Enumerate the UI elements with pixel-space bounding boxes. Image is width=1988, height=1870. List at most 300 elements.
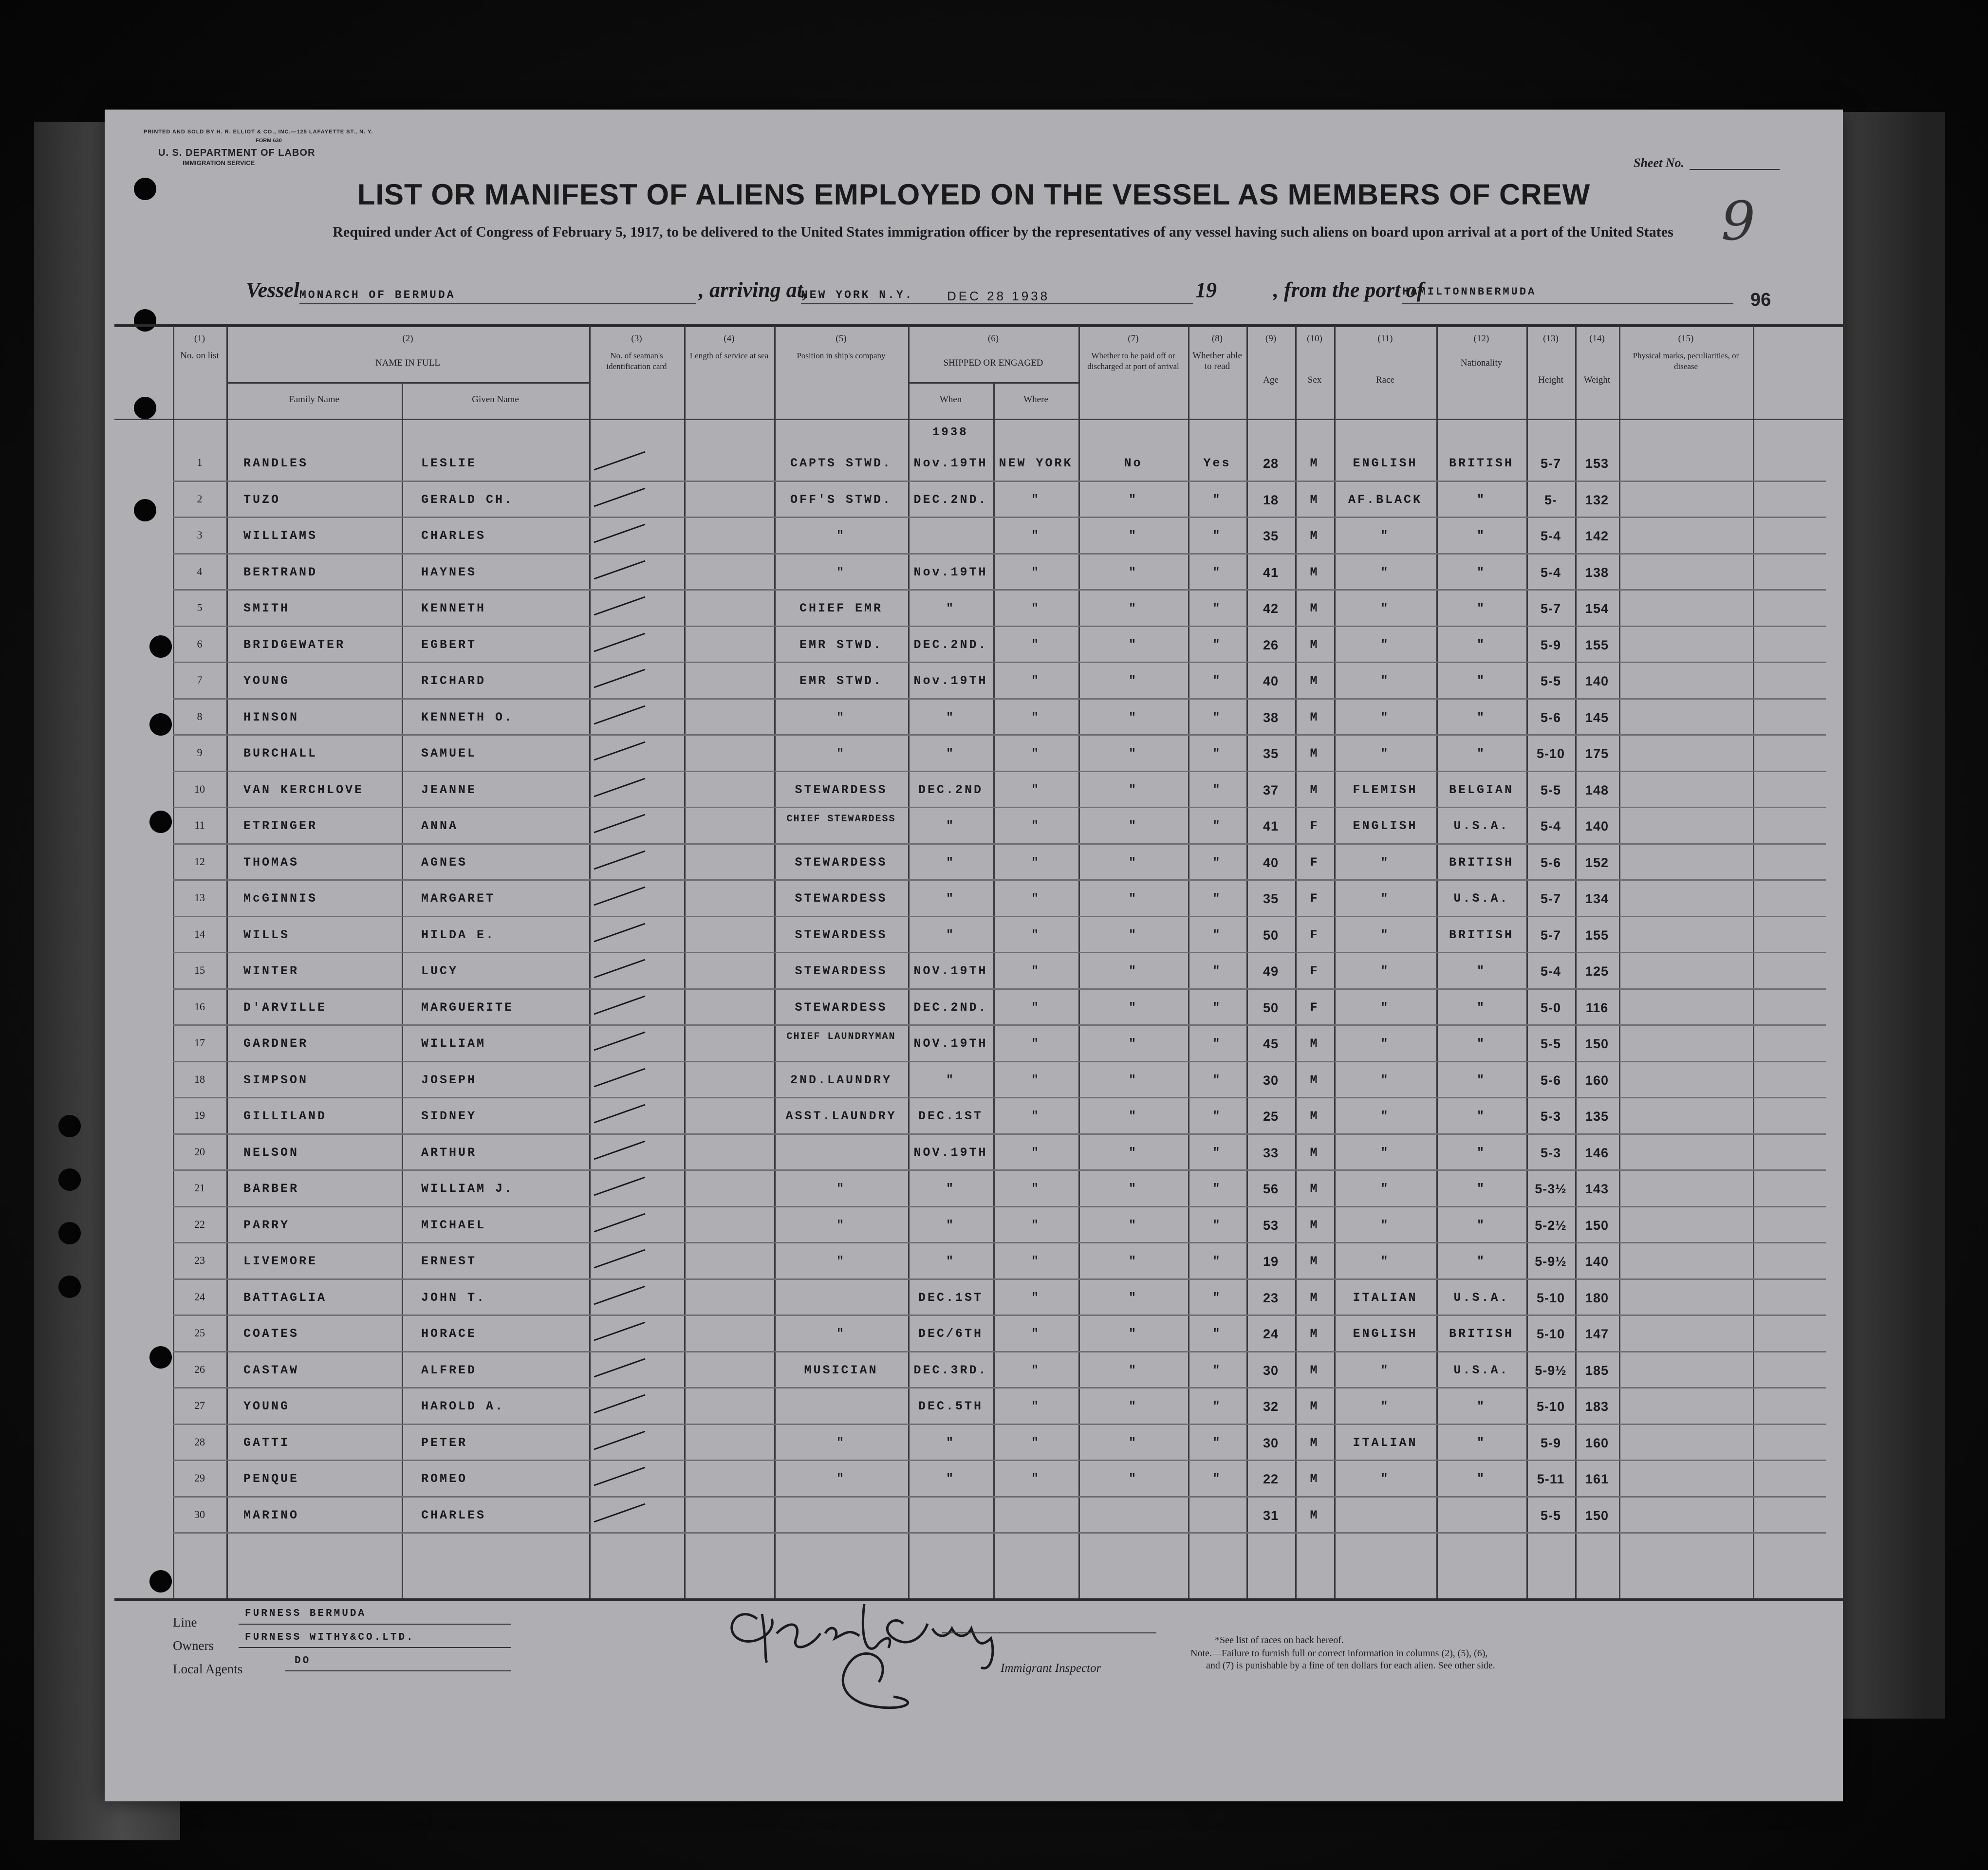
cell-given: JOSEPH bbox=[421, 1073, 477, 1087]
cell-no: 28 bbox=[194, 1435, 205, 1448]
cell-paid: " bbox=[1128, 1327, 1138, 1341]
cell-weight: 140 bbox=[1585, 819, 1609, 833]
cell-read: " bbox=[1212, 891, 1222, 906]
cell-family: BERTRAND bbox=[243, 565, 318, 579]
column-number: (15) bbox=[1678, 333, 1694, 344]
check-mark bbox=[592, 1246, 650, 1275]
punch-hole bbox=[134, 499, 156, 521]
cell-paid: " bbox=[1128, 565, 1138, 579]
cell-sex: M bbox=[1310, 601, 1319, 615]
cell-given: ARTHUR bbox=[421, 1145, 477, 1160]
row-rule bbox=[173, 1097, 1826, 1098]
cell-sex: F bbox=[1310, 819, 1319, 833]
cell-when: " bbox=[946, 1218, 955, 1232]
column-header: NAME IN FULL bbox=[375, 358, 440, 368]
cell-where: " bbox=[1031, 601, 1040, 615]
cell-position: " bbox=[836, 1182, 846, 1196]
cell-paid: " bbox=[1128, 746, 1138, 760]
cell-read: " bbox=[1212, 710, 1222, 724]
cell-race: " bbox=[1380, 1399, 1390, 1413]
cell-position: STEWARDESS bbox=[795, 1000, 888, 1015]
cell-weight: 134 bbox=[1585, 891, 1609, 906]
cell-read: " bbox=[1212, 927, 1222, 942]
cell-where: " bbox=[1031, 1254, 1040, 1268]
cell-nat: U.S.A. bbox=[1453, 819, 1509, 833]
cell-age: 30 bbox=[1263, 1435, 1279, 1450]
cell-height: 5-9 bbox=[1540, 1435, 1561, 1450]
cell-when: DEC.2ND. bbox=[913, 637, 988, 652]
cell-read: " bbox=[1212, 1145, 1222, 1160]
cell-read: " bbox=[1212, 492, 1222, 507]
cell-weight: 152 bbox=[1585, 855, 1609, 870]
cell-sex: F bbox=[1310, 964, 1319, 978]
cell-height: 5-6 bbox=[1540, 1073, 1561, 1088]
cell-nat: " bbox=[1476, 1435, 1486, 1450]
sheet-number-line bbox=[1690, 169, 1780, 170]
row-rule bbox=[173, 1532, 1826, 1534]
cell-height: 5-9½ bbox=[1535, 1254, 1567, 1269]
cell-position: CAPTS STWD. bbox=[790, 456, 892, 470]
agents-underline bbox=[285, 1670, 511, 1671]
cell-position: EMR STWD. bbox=[799, 674, 883, 688]
cell-where: " bbox=[1031, 746, 1040, 760]
cell-weight: 135 bbox=[1585, 1109, 1609, 1124]
cell-where: " bbox=[1031, 1109, 1040, 1123]
cell-height: 5-4 bbox=[1540, 529, 1561, 543]
cell-paid: " bbox=[1128, 601, 1138, 615]
cell-weight: 161 bbox=[1585, 1472, 1609, 1486]
sheet-number-label: Sheet No. bbox=[1634, 156, 1684, 170]
cell-position: STEWARDESS bbox=[795, 927, 888, 942]
cell-position: " bbox=[836, 710, 846, 724]
cell-age: 18 bbox=[1263, 492, 1279, 507]
cell-race: " bbox=[1380, 674, 1390, 688]
cell-paid: " bbox=[1128, 1435, 1138, 1450]
cell-sex: M bbox=[1310, 1182, 1319, 1196]
cell-where: " bbox=[1031, 782, 1040, 797]
cell-paid: " bbox=[1128, 1145, 1138, 1160]
punch-hole bbox=[134, 397, 156, 419]
cell-when: DEC.1ST bbox=[918, 1290, 984, 1305]
cell-family: THOMAS bbox=[243, 855, 299, 870]
column-header: Weight bbox=[1583, 375, 1611, 385]
cell-where: " bbox=[1031, 637, 1040, 652]
cell-no: 16 bbox=[194, 1000, 205, 1013]
cell-race: " bbox=[1380, 1145, 1390, 1160]
cell-height: 5-5 bbox=[1540, 1037, 1561, 1051]
cell-where: " bbox=[1031, 927, 1040, 942]
cell-read: " bbox=[1212, 601, 1222, 615]
cell-height: 5-3 bbox=[1540, 1109, 1561, 1124]
row-rule bbox=[173, 1242, 1826, 1243]
cell-race: " bbox=[1380, 1254, 1390, 1268]
form-number: FORM 630 bbox=[256, 138, 282, 144]
cell-paid: " bbox=[1128, 1073, 1138, 1087]
cell-where: " bbox=[1031, 529, 1040, 543]
cell-read: " bbox=[1212, 1000, 1222, 1015]
cell-height: 5-6 bbox=[1540, 855, 1561, 870]
check-mark bbox=[592, 1101, 650, 1130]
cell-race: " bbox=[1380, 1472, 1390, 1486]
cell-age: 40 bbox=[1263, 855, 1279, 870]
cell-race: " bbox=[1380, 601, 1390, 615]
cell-given: RICHARD bbox=[421, 674, 486, 688]
handwritten-sheet-number: 9 bbox=[1721, 190, 1755, 252]
races-note: *See list of races on back hereof. bbox=[1215, 1635, 1344, 1646]
cell-where: " bbox=[1031, 1399, 1040, 1413]
cell-nat: " bbox=[1476, 1182, 1486, 1196]
check-mark bbox=[592, 448, 650, 477]
cell-read: " bbox=[1212, 855, 1222, 870]
cell-nat: BRITISH bbox=[1449, 1327, 1514, 1341]
cell-weight: 142 bbox=[1585, 529, 1609, 543]
cell-given: EGBERT bbox=[421, 637, 477, 652]
cell-sex: M bbox=[1310, 746, 1319, 760]
check-mark bbox=[592, 1173, 650, 1203]
cell-race: " bbox=[1380, 1218, 1390, 1232]
cell-paid: " bbox=[1128, 782, 1138, 797]
cell-no: 5 bbox=[197, 601, 203, 613]
cell-given: HORACE bbox=[421, 1327, 477, 1341]
cell-position: " bbox=[836, 1327, 846, 1341]
row-rule bbox=[173, 1387, 1826, 1389]
inspector-signature bbox=[718, 1585, 1059, 1731]
check-mark bbox=[592, 956, 650, 985]
local-agents-label: Local Agents bbox=[173, 1662, 243, 1676]
check-mark bbox=[592, 484, 650, 514]
cell-position: " bbox=[836, 1254, 846, 1268]
cell-when: " bbox=[946, 1472, 955, 1486]
page-title: LIST OR MANIFEST OF ALIENS EMPLOYED ON THE VESSEL AS MEMBERS OF CREW bbox=[357, 178, 1591, 211]
cell-read: " bbox=[1212, 1218, 1222, 1232]
cell-nat: " bbox=[1476, 1399, 1486, 1413]
cell-no: 25 bbox=[194, 1327, 205, 1339]
cell-no: 22 bbox=[194, 1218, 205, 1230]
cell-paid: " bbox=[1128, 1000, 1138, 1015]
cell-sex: M bbox=[1310, 565, 1319, 579]
cell-age: 38 bbox=[1263, 710, 1279, 725]
cell-where: " bbox=[1031, 819, 1040, 833]
cell-weight: 150 bbox=[1585, 1508, 1609, 1523]
cell-paid: " bbox=[1128, 1399, 1138, 1413]
cell-sex: M bbox=[1310, 1508, 1319, 1522]
cell-when: " bbox=[946, 601, 955, 615]
column-header: Whether able to read bbox=[1192, 351, 1242, 371]
cell-height: 5-7 bbox=[1540, 456, 1561, 471]
cell-position: ASST.LAUNDRY bbox=[785, 1109, 897, 1123]
cell-position: CHIEF STEWARDESS bbox=[786, 814, 896, 825]
cell-sex: F bbox=[1310, 855, 1319, 870]
cell-height: 5-5 bbox=[1540, 1508, 1561, 1523]
manifest-sheet bbox=[105, 110, 1843, 1801]
cell-paid: " bbox=[1128, 710, 1138, 724]
cell-read: " bbox=[1212, 529, 1222, 543]
check-mark bbox=[592, 557, 650, 586]
cell-age: 23 bbox=[1263, 1290, 1279, 1305]
cell-paid: " bbox=[1128, 1182, 1138, 1196]
row-rule bbox=[173, 843, 1826, 845]
table-top-rule bbox=[114, 324, 1843, 327]
cell-family: PENQUE bbox=[243, 1472, 299, 1486]
cell-where: " bbox=[1031, 1000, 1040, 1015]
cell-nat: " bbox=[1476, 565, 1486, 579]
cell-sex: M bbox=[1310, 1073, 1319, 1087]
cell-read: " bbox=[1212, 1037, 1222, 1051]
cell-weight: 185 bbox=[1585, 1363, 1609, 1378]
cell-no: 20 bbox=[194, 1145, 205, 1158]
binder-hole bbox=[58, 1276, 81, 1298]
cell-age: 41 bbox=[1263, 819, 1279, 833]
row-rule bbox=[173, 589, 1826, 591]
check-mark bbox=[592, 630, 650, 659]
cell-given: KENNETH bbox=[421, 601, 486, 615]
cell-no: 17 bbox=[194, 1037, 205, 1049]
cell-family: GILLILAND bbox=[243, 1109, 327, 1123]
cell-age: 35 bbox=[1263, 746, 1279, 761]
cell-where: " bbox=[1031, 710, 1040, 724]
cell-given: CHARLES bbox=[421, 1508, 486, 1522]
cell-where: " bbox=[1031, 1435, 1040, 1450]
cell-sex: M bbox=[1310, 1363, 1319, 1377]
cell-position: MUSICIAN bbox=[804, 1363, 878, 1377]
column-number: (9) bbox=[1265, 333, 1277, 344]
department-name: U. S. DEPARTMENT OF LABOR bbox=[158, 148, 316, 158]
cell-nat: " bbox=[1476, 674, 1486, 688]
cell-age: 41 bbox=[1263, 565, 1279, 580]
cell-when: Nov.19TH bbox=[913, 674, 988, 688]
from-port-underline bbox=[1402, 303, 1733, 304]
cell-when: " bbox=[946, 746, 955, 760]
cell-family: GARDNER bbox=[243, 1037, 309, 1051]
cell-weight: 132 bbox=[1585, 492, 1609, 507]
cell-when: " bbox=[946, 1435, 955, 1450]
cell-weight: 155 bbox=[1585, 637, 1609, 652]
binder-hole bbox=[58, 1115, 81, 1137]
cell-sex: M bbox=[1310, 637, 1319, 652]
cell-family: GATTI bbox=[243, 1435, 290, 1450]
check-mark bbox=[592, 1137, 650, 1166]
cell-where: " bbox=[1031, 964, 1040, 978]
cell-nat: " bbox=[1476, 710, 1486, 724]
cell-no: 18 bbox=[194, 1073, 205, 1085]
check-mark bbox=[592, 883, 650, 912]
cell-position: STEWARDESS bbox=[795, 855, 888, 870]
cell-when: Nov.19TH bbox=[913, 565, 988, 579]
cell-position: EMR STWD. bbox=[799, 637, 883, 652]
cell-when: DEC/6TH bbox=[918, 1327, 984, 1341]
check-mark bbox=[592, 702, 650, 731]
from-port-label: , from the port of bbox=[1273, 278, 1424, 302]
row-rule bbox=[173, 1133, 1826, 1135]
cell-read: " bbox=[1212, 1182, 1222, 1196]
cell-race: ENGLISH bbox=[1353, 1327, 1418, 1341]
cell-family: D'ARVILLE bbox=[243, 1000, 327, 1015]
cell-where: " bbox=[1031, 1182, 1040, 1196]
column-number: (12) bbox=[1473, 333, 1489, 344]
cell-age: 40 bbox=[1263, 674, 1279, 688]
cell-age: 25 bbox=[1263, 1109, 1279, 1124]
cell-age: 28 bbox=[1263, 456, 1279, 471]
from-port: HAMILTONNBERMUDA bbox=[1402, 286, 1537, 298]
cell-when: " bbox=[946, 891, 955, 906]
cell-position: 2ND.LAUNDRY bbox=[790, 1073, 892, 1087]
cell-when: NOV.19TH bbox=[913, 1037, 988, 1051]
cell-sex: M bbox=[1310, 782, 1319, 797]
inspector-underline bbox=[942, 1632, 1156, 1633]
cell-nat: U.S.A. bbox=[1453, 1290, 1509, 1305]
cell-given: MARGUERITE bbox=[421, 1000, 514, 1015]
cell-when: " bbox=[946, 855, 955, 870]
cell-position: " bbox=[836, 1435, 846, 1450]
cell-given: GERALD CH. bbox=[421, 492, 514, 507]
cell-paid: " bbox=[1128, 529, 1138, 543]
cell-position: " bbox=[836, 565, 846, 579]
cell-no: 8 bbox=[197, 710, 203, 722]
cell-weight: 183 bbox=[1585, 1399, 1609, 1414]
cell-age: 50 bbox=[1263, 927, 1279, 943]
cell-nat: " bbox=[1476, 746, 1486, 760]
cell-sex: M bbox=[1310, 1037, 1319, 1051]
cell-when: DEC.5TH bbox=[918, 1399, 984, 1413]
column-header: No. on list bbox=[180, 351, 219, 361]
cell-position: " bbox=[836, 1472, 846, 1486]
cell-weight: 147 bbox=[1585, 1327, 1609, 1341]
cell-read: " bbox=[1212, 1363, 1222, 1377]
check-mark bbox=[592, 1210, 650, 1239]
cell-weight: 160 bbox=[1585, 1435, 1609, 1450]
cell-age: 24 bbox=[1263, 1327, 1279, 1341]
cell-paid: " bbox=[1128, 855, 1138, 870]
check-mark bbox=[592, 593, 650, 622]
binder-hole bbox=[58, 1222, 81, 1244]
cell-family: NELSON bbox=[243, 1145, 299, 1160]
date-underline bbox=[942, 303, 1193, 304]
cell-when: " bbox=[946, 710, 955, 724]
cell-nat: BRITISH bbox=[1449, 456, 1514, 470]
punch-hole bbox=[149, 1346, 172, 1369]
check-mark bbox=[592, 1028, 650, 1057]
cell-given: PETER bbox=[421, 1435, 468, 1450]
cell-height: 5-3 bbox=[1540, 1145, 1561, 1160]
cell-weight: 150 bbox=[1585, 1037, 1609, 1051]
cell-weight: 148 bbox=[1585, 782, 1609, 797]
column-number: (4) bbox=[724, 333, 735, 344]
cell-family: BATTAGLIA bbox=[243, 1290, 327, 1305]
cell-family: McGINNIS bbox=[243, 891, 318, 906]
cell-given: CHARLES bbox=[421, 529, 486, 543]
cell-read: " bbox=[1212, 1399, 1222, 1413]
cell-when: DEC.2ND. bbox=[913, 1000, 988, 1015]
row-rule bbox=[173, 626, 1826, 627]
cell-sex: M bbox=[1310, 456, 1319, 470]
column-number: (14) bbox=[1589, 333, 1605, 344]
cell-read: " bbox=[1212, 782, 1222, 797]
column-number: (7) bbox=[1128, 333, 1139, 344]
row-rule bbox=[173, 517, 1826, 518]
cell-family: COATES bbox=[243, 1327, 299, 1341]
cell-read: " bbox=[1212, 1073, 1222, 1087]
column-number: (2) bbox=[402, 333, 413, 344]
check-mark bbox=[592, 666, 650, 695]
cell-height: 5-2½ bbox=[1535, 1218, 1567, 1233]
cell-family: VAN KERCHLOVE bbox=[243, 782, 364, 797]
cell-weight: 160 bbox=[1585, 1073, 1609, 1088]
cell-weight: 180 bbox=[1585, 1290, 1609, 1305]
column-number: (5) bbox=[836, 333, 847, 344]
cell-nat: " bbox=[1476, 492, 1486, 507]
cell-race: ITALIAN bbox=[1353, 1290, 1418, 1305]
cell-given: JEANNE bbox=[421, 782, 477, 797]
cell-given: SAMUEL bbox=[421, 746, 477, 760]
cell-weight: 175 bbox=[1585, 746, 1609, 761]
cell-race: " bbox=[1380, 891, 1390, 906]
punch-hole bbox=[149, 713, 172, 736]
cell-given: ROMEO bbox=[421, 1472, 468, 1486]
subcolumn-header: Given Name bbox=[472, 394, 519, 405]
cell-sex: M bbox=[1310, 1109, 1319, 1123]
cell-when: " bbox=[946, 1073, 955, 1087]
cell-age: 26 bbox=[1263, 637, 1279, 652]
cell-race: " bbox=[1380, 1037, 1390, 1051]
cell-nat: BRITISH bbox=[1449, 927, 1514, 942]
cell-no: 3 bbox=[197, 529, 203, 541]
cell-no: 29 bbox=[194, 1472, 205, 1484]
cell-read: " bbox=[1212, 1472, 1222, 1486]
check-mark bbox=[592, 520, 650, 550]
cell-nat: " bbox=[1476, 1145, 1486, 1160]
check-mark bbox=[592, 1318, 650, 1348]
check-mark bbox=[592, 1391, 650, 1420]
cell-nat: " bbox=[1476, 1000, 1486, 1015]
column-header: Position in ship's company bbox=[797, 351, 886, 360]
cell-where: " bbox=[1031, 1327, 1040, 1341]
cell-age: 56 bbox=[1263, 1182, 1279, 1196]
cell-height: 5-5 bbox=[1540, 782, 1561, 797]
cell-where: " bbox=[1031, 1145, 1040, 1160]
cell-family: YOUNG bbox=[243, 674, 290, 688]
cell-given: MICHAEL bbox=[421, 1218, 486, 1232]
cell-race: " bbox=[1380, 710, 1390, 724]
cell-when: DEC.2ND. bbox=[913, 492, 988, 507]
punch-hole bbox=[149, 811, 172, 833]
cell-read: " bbox=[1212, 1254, 1222, 1268]
cell-given: KENNETH O. bbox=[421, 710, 514, 724]
check-mark bbox=[592, 1282, 650, 1312]
row-rule bbox=[173, 771, 1826, 772]
binding-strip-right bbox=[1843, 112, 1945, 1719]
cell-weight: 153 bbox=[1585, 456, 1609, 471]
cell-age: 30 bbox=[1263, 1363, 1279, 1378]
cell-given: WILLIAM J. bbox=[421, 1182, 514, 1196]
inspector-label: Immigrant Inspector bbox=[1001, 1662, 1101, 1675]
cell-age: 31 bbox=[1263, 1508, 1279, 1523]
row-rule bbox=[173, 1351, 1826, 1352]
cell-nat: U.S.A. bbox=[1453, 891, 1509, 906]
row-rule bbox=[173, 879, 1826, 881]
cell-paid: " bbox=[1128, 1109, 1138, 1123]
vessel-label: Vessel bbox=[246, 278, 299, 302]
cell-paid: " bbox=[1128, 819, 1138, 833]
cell-race: ENGLISH bbox=[1353, 819, 1418, 833]
cell-where: NEW YORK bbox=[999, 456, 1073, 470]
cell-sex: M bbox=[1310, 1290, 1319, 1305]
cell-when: Nov.19TH bbox=[913, 456, 988, 470]
cell-family: WINTER bbox=[243, 964, 299, 978]
line-underline bbox=[239, 1624, 511, 1625]
vessel-name: MONARCH OF BERMUDA bbox=[299, 289, 456, 301]
cell-age: 22 bbox=[1263, 1472, 1279, 1486]
cell-no: 11 bbox=[194, 819, 205, 831]
